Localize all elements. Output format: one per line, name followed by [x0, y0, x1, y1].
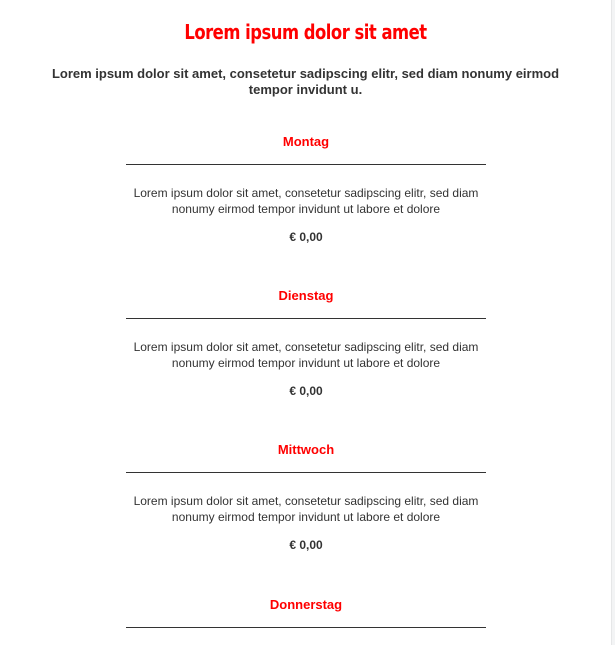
day-heading: Donnerstag: [269, 597, 343, 612]
day-price: € 0,00: [289, 384, 323, 398]
divider: [126, 164, 486, 165]
day-price: € 0,00: [289, 230, 323, 244]
page-title: Lorem ipsum dolor sit amet: [184, 20, 427, 44]
intro-text: Lorem ipsum dolor sit amet, consetetur sadipscing elitr, sed diam nonumy eirmod tempor invidunt u.: [51, 66, 560, 97]
divider: [126, 627, 486, 628]
day-heading: Dienstag: [278, 288, 334, 303]
day-description: Lorem ipsum dolor sit amet, consetetur sadipscing elitr, sed diam nonumy eirmod tempor invidunt ut labore et dolore: [133, 494, 479, 524]
day-description: Lorem ipsum dolor sit amet, consetetur sadipscing elitr, sed diam nonumy eirmod tempor invidunt ut labore et dolore: [133, 340, 479, 370]
divider: [126, 472, 486, 473]
day-heading: Mittwoch: [277, 442, 335, 457]
day-heading: Montag: [282, 134, 330, 149]
day-description: Lorem ipsum dolor sit amet, consetetur sadipscing elitr, sed diam nonumy eirmod tempor invidunt ut labore et dolore: [133, 186, 479, 216]
scrollbar-track[interactable]: [611, 0, 615, 645]
divider: [126, 318, 486, 319]
day-price: € 0,00: [289, 538, 323, 552]
